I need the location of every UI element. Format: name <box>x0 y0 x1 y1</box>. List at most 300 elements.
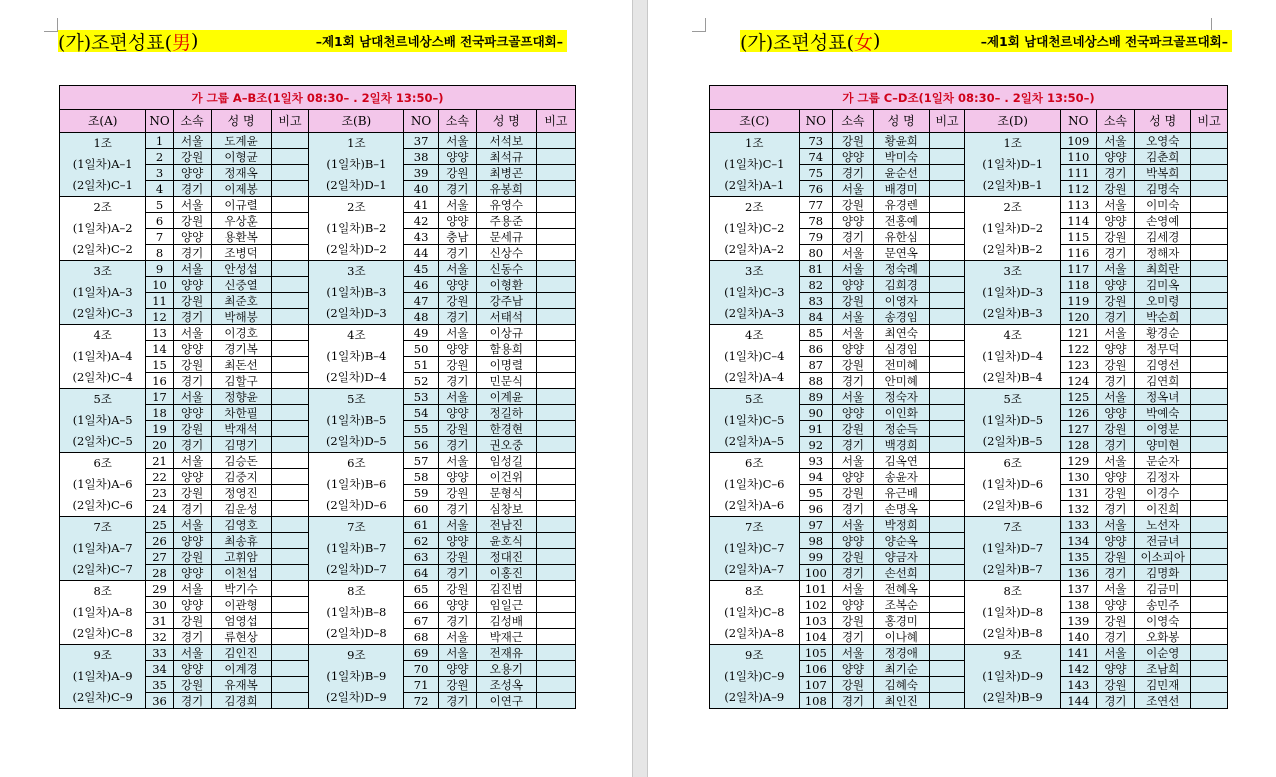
player-no: 58 <box>404 469 439 485</box>
player-name: 신동수 <box>476 261 536 277</box>
remarks-cell <box>271 181 309 197</box>
player-region: 양양 <box>438 149 476 165</box>
player-name: 정영진 <box>211 485 271 501</box>
player-region: 경기 <box>173 373 211 389</box>
page-corner-mark <box>692 18 706 32</box>
player-region: 강원 <box>1096 293 1135 309</box>
player-region: 경기 <box>438 613 476 629</box>
player-name: 전홍예 <box>873 213 929 229</box>
player-no: 73 <box>799 133 833 149</box>
remarks-cell <box>536 469 575 485</box>
remarks-cell <box>1191 677 1228 693</box>
player-name: 박재근 <box>476 629 536 645</box>
title-prefix: (가)조편성표( <box>58 31 173 54</box>
player-no: 100 <box>799 565 833 581</box>
group-label-line: (2일차)A–7 <box>724 562 785 576</box>
player-name: 엄영섭 <box>211 613 271 629</box>
remarks-cell <box>271 261 309 277</box>
player-no: 41 <box>404 197 439 213</box>
group-label-line: 9조 <box>1003 648 1022 662</box>
remarks-cell <box>536 565 575 581</box>
player-region: 경기 <box>173 245 211 261</box>
player-no: 105 <box>799 645 833 661</box>
player-name: 김명화 <box>1135 565 1191 581</box>
group-label-line: (1일차)A–5 <box>72 413 133 427</box>
player-name: 양금자 <box>873 549 929 565</box>
remarks-cell <box>929 325 965 341</box>
player-no: 103 <box>799 613 833 629</box>
player-region: 강원 <box>438 421 476 437</box>
player-no: 132 <box>1060 501 1096 517</box>
player-no: 16 <box>146 373 173 389</box>
player-name: 이순영 <box>1135 645 1191 661</box>
title-suffix: ) <box>191 30 199 52</box>
group-label-line: (1일차)B–2 <box>326 221 387 235</box>
remarks-cell <box>929 629 965 645</box>
remarks-cell <box>929 309 965 325</box>
player-region: 경기 <box>438 437 476 453</box>
table-row <box>710 133 1228 149</box>
remarks-cell <box>929 261 965 277</box>
player-name: 이연구 <box>476 693 536 709</box>
table-row <box>60 645 576 661</box>
player-name: 조남희 <box>1135 661 1191 677</box>
player-name: 도계윤 <box>211 133 271 149</box>
player-name: 임일근 <box>476 597 536 613</box>
player-region: 양양 <box>833 533 874 549</box>
remarks-cell <box>271 245 309 261</box>
player-no: 77 <box>799 197 833 213</box>
player-region: 경기 <box>1096 165 1135 181</box>
player-no: 57 <box>404 453 439 469</box>
group-label-line: (2일차)C–8 <box>72 626 133 640</box>
player-region: 양양 <box>173 277 211 293</box>
player-no: 141 <box>1060 645 1096 661</box>
group-label-left <box>60 133 146 197</box>
player-no: 143 <box>1060 677 1096 693</box>
column-header: 성 명 <box>211 110 271 133</box>
column-header: 조(C) <box>710 110 800 133</box>
group-label-right <box>309 133 404 197</box>
player-name: 정재옥 <box>211 165 271 181</box>
group-label-left <box>60 261 146 325</box>
group-label-line: 1조 <box>347 136 366 150</box>
remarks-cell <box>271 645 309 661</box>
group-label-left <box>60 197 146 261</box>
group-label-line: 3조 <box>745 264 764 278</box>
player-region: 서울 <box>833 517 874 533</box>
player-region: 서울 <box>833 245 874 261</box>
group-label-line: (1일차)D–8 <box>982 605 1044 619</box>
player-name: 양미현 <box>1135 437 1191 453</box>
player-no: 28 <box>146 565 173 581</box>
player-region: 양양 <box>173 533 211 549</box>
group-label-left <box>710 581 800 645</box>
remarks-cell <box>929 213 965 229</box>
group-label-right <box>965 133 1061 197</box>
remarks-cell <box>271 565 309 581</box>
player-name: 유경렌 <box>873 197 929 213</box>
player-no: 40 <box>404 181 439 197</box>
remarks-cell <box>536 149 575 165</box>
player-no: 26 <box>146 533 173 549</box>
remarks-cell <box>929 229 965 245</box>
player-region: 양양 <box>438 277 476 293</box>
player-no: 68 <box>404 629 439 645</box>
player-name: 최연숙 <box>873 325 929 341</box>
table-row <box>60 581 576 597</box>
group-label-right <box>309 453 404 517</box>
remarks-cell <box>1191 373 1228 389</box>
group-label-line: (1일차)B–6 <box>326 477 387 491</box>
remarks-cell <box>536 213 575 229</box>
group-label-line: (2일차)A–4 <box>724 370 785 384</box>
remarks-cell <box>271 373 309 389</box>
player-region: 서울 <box>173 325 211 341</box>
player-region: 경기 <box>173 693 211 709</box>
player-no: 4 <box>146 181 173 197</box>
player-name: 임성길 <box>476 453 536 469</box>
player-no: 136 <box>1060 565 1096 581</box>
player-name: 경기복 <box>211 341 271 357</box>
remarks-cell <box>1191 565 1228 581</box>
group-label-left <box>60 325 146 389</box>
group-label-line: 8조 <box>93 584 112 598</box>
remarks-cell <box>536 517 575 533</box>
player-name: 이제봉 <box>211 181 271 197</box>
player-no: 11 <box>146 293 173 309</box>
player-name: 함용희 <box>476 341 536 357</box>
remarks-cell <box>1191 421 1228 437</box>
player-region: 경기 <box>833 565 874 581</box>
player-region: 양양 <box>833 277 874 293</box>
remarks-cell <box>929 597 965 613</box>
player-region: 서울 <box>438 645 476 661</box>
player-region: 강원 <box>173 293 211 309</box>
player-region: 서울 <box>1096 197 1135 213</box>
player-no: 144 <box>1060 693 1096 709</box>
player-name: 이규렬 <box>211 197 271 213</box>
group-label-right <box>965 325 1061 389</box>
player-name: 안미혜 <box>873 373 929 389</box>
player-no: 69 <box>404 645 439 661</box>
player-no: 84 <box>799 309 833 325</box>
player-name: 권오중 <box>476 437 536 453</box>
player-region: 강원 <box>438 549 476 565</box>
player-region: 양양 <box>173 565 211 581</box>
player-name: 전혜옥 <box>873 581 929 597</box>
player-region: 경기 <box>833 229 874 245</box>
player-no: 39 <box>404 165 439 181</box>
player-name: 최병곤 <box>476 165 536 181</box>
player-name: 심경임 <box>873 341 929 357</box>
player-name: 우상훈 <box>211 213 271 229</box>
player-no: 65 <box>404 581 439 597</box>
group-label-line: 9조 <box>347 648 366 662</box>
player-region: 강원 <box>1096 357 1135 373</box>
group-label-line: (1일차)A–1 <box>72 157 133 171</box>
remarks-cell <box>271 309 309 325</box>
player-region: 양양 <box>438 597 476 613</box>
remarks-cell <box>929 565 965 581</box>
remarks-cell <box>1191 581 1228 597</box>
remarks-cell <box>929 501 965 517</box>
group-label-line: (1일차)C–9 <box>724 669 785 683</box>
player-region: 경기 <box>1096 693 1135 709</box>
player-no: 138 <box>1060 597 1096 613</box>
column-header-row <box>60 110 576 133</box>
group-label-line: 3조 <box>347 264 366 278</box>
player-name: 유봉희 <box>476 181 536 197</box>
remarks-cell <box>1191 229 1228 245</box>
remarks-cell <box>536 293 575 309</box>
player-no: 24 <box>146 501 173 517</box>
table-row <box>60 197 576 213</box>
remarks-cell <box>1191 245 1228 261</box>
player-region: 양양 <box>1096 149 1135 165</box>
remarks-cell <box>929 165 965 181</box>
player-region: 서울 <box>173 197 211 213</box>
group-label-line: 5조 <box>745 392 764 406</box>
remarks-cell <box>1191 309 1228 325</box>
player-region: 경기 <box>438 565 476 581</box>
player-no: 85 <box>799 325 833 341</box>
remarks-cell <box>1191 357 1228 373</box>
remarks-cell <box>929 421 965 437</box>
player-no: 51 <box>404 357 439 373</box>
player-no: 101 <box>799 581 833 597</box>
table-row <box>60 325 576 341</box>
remarks-cell <box>271 661 309 677</box>
remarks-cell <box>929 533 965 549</box>
player-no: 42 <box>404 213 439 229</box>
player-no: 9 <box>146 261 173 277</box>
group-label-line: (2일차)C–7 <box>72 562 133 576</box>
player-name: 최돈선 <box>211 357 271 373</box>
player-name: 정숙자 <box>873 389 929 405</box>
player-name: 김미옥 <box>1135 277 1191 293</box>
player-region: 충남 <box>438 229 476 245</box>
column-header: 조(B) <box>309 110 404 133</box>
player-region: 강원 <box>438 293 476 309</box>
player-name: 손선희 <box>873 565 929 581</box>
player-region: 서울 <box>1096 325 1135 341</box>
player-no: 96 <box>799 501 833 517</box>
player-region: 강원 <box>833 613 874 629</box>
group-label-line: 1조 <box>1003 136 1022 150</box>
player-name: 오용기 <box>476 661 536 677</box>
player-region: 서울 <box>1096 261 1135 277</box>
player-no: 56 <box>404 437 439 453</box>
remarks-cell <box>271 197 309 213</box>
group-label-line: (2일차)C–4 <box>72 370 133 384</box>
player-name: 이소피아 <box>1135 549 1191 565</box>
group-label-line: (1일차)D–6 <box>982 477 1044 491</box>
player-name: 전미혜 <box>873 357 929 373</box>
group-label-line: (1일차)C–3 <box>724 285 785 299</box>
player-no: 30 <box>146 597 173 613</box>
remarks-cell <box>929 245 965 261</box>
player-region: 서울 <box>173 133 211 149</box>
remarks-cell <box>271 437 309 453</box>
title-gender: 女 <box>854 31 874 54</box>
player-region: 경기 <box>438 693 476 709</box>
player-no: 27 <box>146 549 173 565</box>
player-no: 111 <box>1060 165 1096 181</box>
player-region: 양양 <box>438 341 476 357</box>
remarks-cell <box>536 165 575 181</box>
remarks-cell <box>1191 149 1228 165</box>
player-no: 6 <box>146 213 173 229</box>
remarks-cell <box>271 485 309 501</box>
player-region: 양양 <box>173 469 211 485</box>
group-label-right <box>965 645 1061 709</box>
group-label-line: (2일차)C–3 <box>72 306 133 320</box>
group-label-line: (2일차)C–5 <box>72 434 133 448</box>
player-name: 안성섭 <box>211 261 271 277</box>
player-region: 양양 <box>833 469 874 485</box>
title-suffix: ) <box>873 30 881 52</box>
group-label-line: (2일차)C–6 <box>72 498 133 512</box>
group-label-line: 2조 <box>93 200 112 214</box>
table-row <box>60 453 576 469</box>
player-region: 경기 <box>833 501 874 517</box>
player-no: 139 <box>1060 613 1096 629</box>
group-label-line: 8조 <box>745 584 764 598</box>
player-name: 문순자 <box>1135 453 1191 469</box>
player-name: 주용준 <box>476 213 536 229</box>
table-row <box>710 453 1228 469</box>
player-no: 99 <box>799 549 833 565</box>
player-no: 22 <box>146 469 173 485</box>
table-heading: 가 그룹 C–D조(1일차 08:30– . 2일차 13:50–) <box>710 86 1228 110</box>
remarks-cell <box>271 501 309 517</box>
remarks-cell <box>536 645 575 661</box>
group-label-line: (1일차)C–5 <box>724 413 785 427</box>
player-region: 강원 <box>833 357 874 373</box>
remarks-cell <box>271 229 309 245</box>
player-name: 손영예 <box>1135 213 1191 229</box>
player-region: 강원 <box>1096 677 1135 693</box>
player-name: 김승돈 <box>211 453 271 469</box>
player-name: 김세경 <box>1135 229 1191 245</box>
player-region: 경기 <box>1096 373 1135 389</box>
player-no: 33 <box>146 645 173 661</box>
remarks-cell <box>1191 181 1228 197</box>
group-label-right <box>965 261 1061 325</box>
remarks-cell <box>1191 293 1228 309</box>
group-label-line: (1일차)B–3 <box>326 285 387 299</box>
player-region: 양양 <box>438 405 476 421</box>
player-region: 서울 <box>1096 581 1135 597</box>
player-region: 서울 <box>1096 389 1135 405</box>
player-name: 김성배 <box>476 613 536 629</box>
player-name: 김춘희 <box>1135 149 1191 165</box>
player-region: 서울 <box>833 581 874 597</box>
remarks-cell <box>929 389 965 405</box>
remarks-cell <box>271 389 309 405</box>
remarks-cell <box>536 405 575 421</box>
player-region: 양양 <box>173 597 211 613</box>
player-name: 이형환 <box>476 277 536 293</box>
page-corner-mark <box>44 18 58 32</box>
page-title <box>740 30 1232 52</box>
remarks-cell <box>536 261 575 277</box>
table-row <box>710 197 1228 213</box>
remarks-cell <box>271 149 309 165</box>
remarks-cell <box>536 661 575 677</box>
player-name: 이계경 <box>211 661 271 677</box>
player-name: 최희란 <box>1135 261 1191 277</box>
player-region: 양양 <box>1096 597 1135 613</box>
player-no: 97 <box>799 517 833 533</box>
player-name: 오미령 <box>1135 293 1191 309</box>
remarks-cell <box>536 309 575 325</box>
player-no: 115 <box>1060 229 1096 245</box>
remarks-cell <box>1191 133 1228 149</box>
player-no: 13 <box>146 325 173 341</box>
player-name: 최석규 <box>476 149 536 165</box>
remarks-cell <box>271 341 309 357</box>
player-no: 122 <box>1060 341 1096 357</box>
group-label-line: (2일차)D–2 <box>325 242 387 256</box>
group-label-right <box>965 453 1061 517</box>
group-label-left <box>710 325 800 389</box>
remarks-cell <box>1191 469 1228 485</box>
group-label-line: (1일차)D–9 <box>982 669 1044 683</box>
player-region: 경기 <box>173 501 211 517</box>
remarks-cell <box>271 213 309 229</box>
player-no: 18 <box>146 405 173 421</box>
remarks-cell <box>929 661 965 677</box>
player-region: 경기 <box>173 309 211 325</box>
player-region: 양양 <box>173 661 211 677</box>
remarks-cell <box>1191 341 1228 357</box>
player-name: 김운성 <box>211 501 271 517</box>
player-region: 경기 <box>1096 629 1135 645</box>
player-no: 116 <box>1060 245 1096 261</box>
group-label-line: (2일차)D–6 <box>325 498 387 512</box>
group-label-line: (1일차)C–7 <box>724 541 785 555</box>
player-no: 90 <box>799 405 833 421</box>
column-header: 비고 <box>271 110 309 133</box>
player-no: 87 <box>799 357 833 373</box>
player-name: 오영숙 <box>1135 133 1191 149</box>
remarks-cell <box>536 693 575 709</box>
remarks-cell <box>536 245 575 261</box>
remarks-cell <box>536 181 575 197</box>
player-name: 홍경미 <box>873 613 929 629</box>
remarks-cell <box>929 405 965 421</box>
player-region: 강원 <box>173 357 211 373</box>
player-name: 이진희 <box>1135 501 1191 517</box>
remarks-cell <box>1191 661 1228 677</box>
group-label-line: (2일차)B–3 <box>982 306 1043 320</box>
group-label-line: 3조 <box>93 264 112 278</box>
group-label-line: (2일차)B–1 <box>982 178 1043 192</box>
group-label-left <box>710 197 800 261</box>
player-no: 48 <box>404 309 439 325</box>
player-region: 양양 <box>438 469 476 485</box>
player-region: 강원 <box>438 581 476 597</box>
player-no: 3 <box>146 165 173 181</box>
player-region: 서울 <box>438 133 476 149</box>
player-region: 강원 <box>438 357 476 373</box>
player-name: 김희경 <box>873 277 929 293</box>
player-name: 전금녀 <box>1135 533 1191 549</box>
remarks-cell <box>929 517 965 533</box>
player-name: 조연선 <box>1135 693 1191 709</box>
